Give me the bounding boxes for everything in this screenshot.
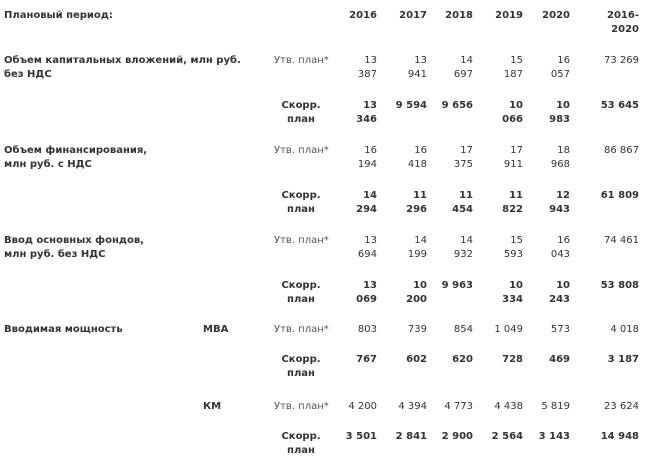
approved-total: 74 461 bbox=[604, 235, 639, 246]
corrected-value: 069 bbox=[356, 294, 377, 305]
corrected-value: 2 900 bbox=[441, 431, 473, 442]
corrected-value: 334 bbox=[502, 294, 523, 305]
corrected-value: 469 bbox=[549, 354, 570, 365]
corrected-value: 2 841 bbox=[395, 431, 427, 442]
corrected-value: 12 bbox=[556, 190, 570, 201]
section-title: Объем капитальных вложений, млн руб. bbox=[4, 55, 241, 66]
corrected-value: 9 656 bbox=[441, 100, 473, 111]
corrected-value: 10 bbox=[509, 280, 523, 291]
approved-value: 187 bbox=[503, 69, 523, 80]
approved-value: 17 bbox=[510, 145, 523, 156]
year-header: 2018 bbox=[445, 10, 473, 21]
corrected-value: 10 bbox=[556, 280, 570, 291]
approved-value: 911 bbox=[503, 159, 523, 170]
approved-value: 16 bbox=[557, 235, 570, 246]
approved-total: 23 624 bbox=[604, 401, 639, 412]
approved-label: Утв. план* bbox=[274, 55, 329, 66]
approved-value: 694 bbox=[357, 249, 377, 260]
corrected-total: 61 809 bbox=[600, 190, 639, 201]
approved-value: 13 bbox=[364, 235, 377, 246]
approved-value: 16 bbox=[364, 145, 377, 156]
corrected-value: 11 bbox=[459, 190, 473, 201]
approved-value: 387 bbox=[357, 69, 377, 80]
approved-value: 13 bbox=[414, 55, 427, 66]
capacity-title: Вводимая мощность bbox=[4, 324, 123, 335]
corrected-label: план bbox=[287, 445, 315, 456]
approved-value: 194 bbox=[357, 159, 377, 170]
unit-label: КМ bbox=[203, 401, 222, 412]
corrected-value: 14 bbox=[363, 190, 377, 201]
corrected-label: план bbox=[287, 204, 315, 215]
approved-label: Утв. план* bbox=[274, 401, 329, 412]
corrected-value: 983 bbox=[549, 114, 570, 125]
corrected-value: 3 143 bbox=[538, 431, 570, 442]
approved-value: 1 049 bbox=[494, 324, 523, 335]
corrected-value: 13 bbox=[363, 280, 377, 291]
approved-value: 573 bbox=[550, 324, 570, 335]
corrected-label: Скорр. bbox=[281, 431, 321, 442]
corrected-value: 10 bbox=[509, 100, 523, 111]
approved-value: 043 bbox=[550, 249, 570, 260]
approved-value: 199 bbox=[407, 249, 427, 260]
corrected-value: 13 bbox=[363, 100, 377, 111]
corrected-total: 53 645 bbox=[600, 100, 639, 111]
approved-value: 4 200 bbox=[348, 401, 377, 412]
corrected-value: 11 bbox=[509, 190, 523, 201]
year-header: 2020 bbox=[542, 10, 570, 21]
corrected-value: 9 963 bbox=[441, 280, 473, 291]
approved-total: 73 269 bbox=[604, 55, 639, 66]
total-header: 2020 bbox=[611, 24, 639, 35]
section-title: Объем финансирования, bbox=[4, 145, 148, 156]
approved-value: 14 bbox=[460, 55, 473, 66]
approved-value: 13 bbox=[364, 55, 377, 66]
approved-value: 14 bbox=[414, 235, 427, 246]
unit-label: МВА bbox=[203, 324, 229, 335]
approved-label: Утв. план* bbox=[274, 145, 329, 156]
year-header: 2016 bbox=[349, 10, 377, 21]
approved-value: 17 bbox=[460, 145, 473, 156]
corrected-value: 11 bbox=[413, 190, 427, 201]
approved-value: 593 bbox=[503, 249, 523, 260]
approved-label: Утв. план* bbox=[274, 324, 329, 335]
year-header: 2019 bbox=[495, 10, 523, 21]
approved-value: 15 bbox=[510, 235, 523, 246]
approved-label: Утв. план* bbox=[274, 235, 329, 246]
corrected-value: 454 bbox=[452, 204, 473, 215]
approved-value: 16 bbox=[414, 145, 427, 156]
year-header: 2017 bbox=[399, 10, 427, 21]
approved-value: 5 819 bbox=[541, 401, 570, 412]
corrected-value: 10 bbox=[413, 280, 427, 291]
corrected-value: 620 bbox=[452, 354, 473, 365]
total-header: 2016- bbox=[607, 10, 639, 21]
corrected-label: Скорр. bbox=[281, 100, 321, 111]
corrected-label: план bbox=[287, 368, 315, 379]
section-title: без НДС bbox=[4, 69, 52, 80]
corrected-total: 14 948 bbox=[600, 431, 639, 442]
corrected-total: 53 808 bbox=[600, 280, 639, 291]
corrected-label: Скорр. bbox=[281, 190, 321, 201]
corrected-value: 200 bbox=[406, 294, 427, 305]
corrected-value: 296 bbox=[406, 204, 427, 215]
approved-value: 4 438 bbox=[494, 401, 523, 412]
approved-value: 375 bbox=[453, 159, 473, 170]
corrected-value: 822 bbox=[502, 204, 523, 215]
approved-total: 4 018 bbox=[610, 324, 639, 335]
corrected-label: Скорр. bbox=[281, 280, 321, 291]
approved-value: 697 bbox=[453, 69, 473, 80]
corrected-value: 602 bbox=[406, 354, 427, 365]
corrected-value: 3 501 bbox=[345, 431, 377, 442]
approved-value: 4 773 bbox=[444, 401, 473, 412]
approved-total: 86 867 bbox=[604, 145, 639, 156]
section-title: млн руб. с НДС bbox=[4, 159, 92, 170]
approved-value: 968 bbox=[550, 159, 570, 170]
corrected-label: Скорр. bbox=[281, 354, 321, 365]
corrected-value: 943 bbox=[549, 204, 570, 215]
approved-value: 14 bbox=[460, 235, 473, 246]
approved-value: 16 bbox=[557, 55, 570, 66]
approved-value: 803 bbox=[357, 324, 377, 335]
corrected-label: план bbox=[287, 294, 315, 305]
approved-value: 854 bbox=[453, 324, 473, 335]
corrected-value: 767 bbox=[356, 354, 377, 365]
corrected-value: 294 bbox=[356, 204, 377, 215]
corrected-value: 346 bbox=[356, 114, 377, 125]
approved-value: 18 bbox=[557, 145, 570, 156]
section-title: млн руб. без НДС bbox=[4, 249, 106, 260]
approved-value: 057 bbox=[550, 69, 570, 80]
approved-value: 15 bbox=[510, 55, 523, 66]
corrected-value: 066 bbox=[502, 114, 523, 125]
approved-value: 739 bbox=[407, 324, 427, 335]
period-title: Плановый период: bbox=[4, 10, 113, 21]
corrected-value: 728 bbox=[502, 354, 523, 365]
corrected-value: 2 564 bbox=[491, 431, 523, 442]
approved-value: 418 bbox=[407, 159, 427, 170]
approved-value: 941 bbox=[407, 69, 427, 80]
section-title: Ввод основных фондов, bbox=[4, 235, 144, 246]
approved-value: 932 bbox=[453, 249, 473, 260]
corrected-value: 243 bbox=[549, 294, 570, 305]
corrected-total: 3 187 bbox=[607, 354, 639, 365]
corrected-value: 10 bbox=[556, 100, 570, 111]
corrected-value: 9 594 bbox=[395, 100, 427, 111]
corrected-label: план bbox=[287, 114, 315, 125]
approved-value: 4 394 bbox=[398, 401, 427, 412]
